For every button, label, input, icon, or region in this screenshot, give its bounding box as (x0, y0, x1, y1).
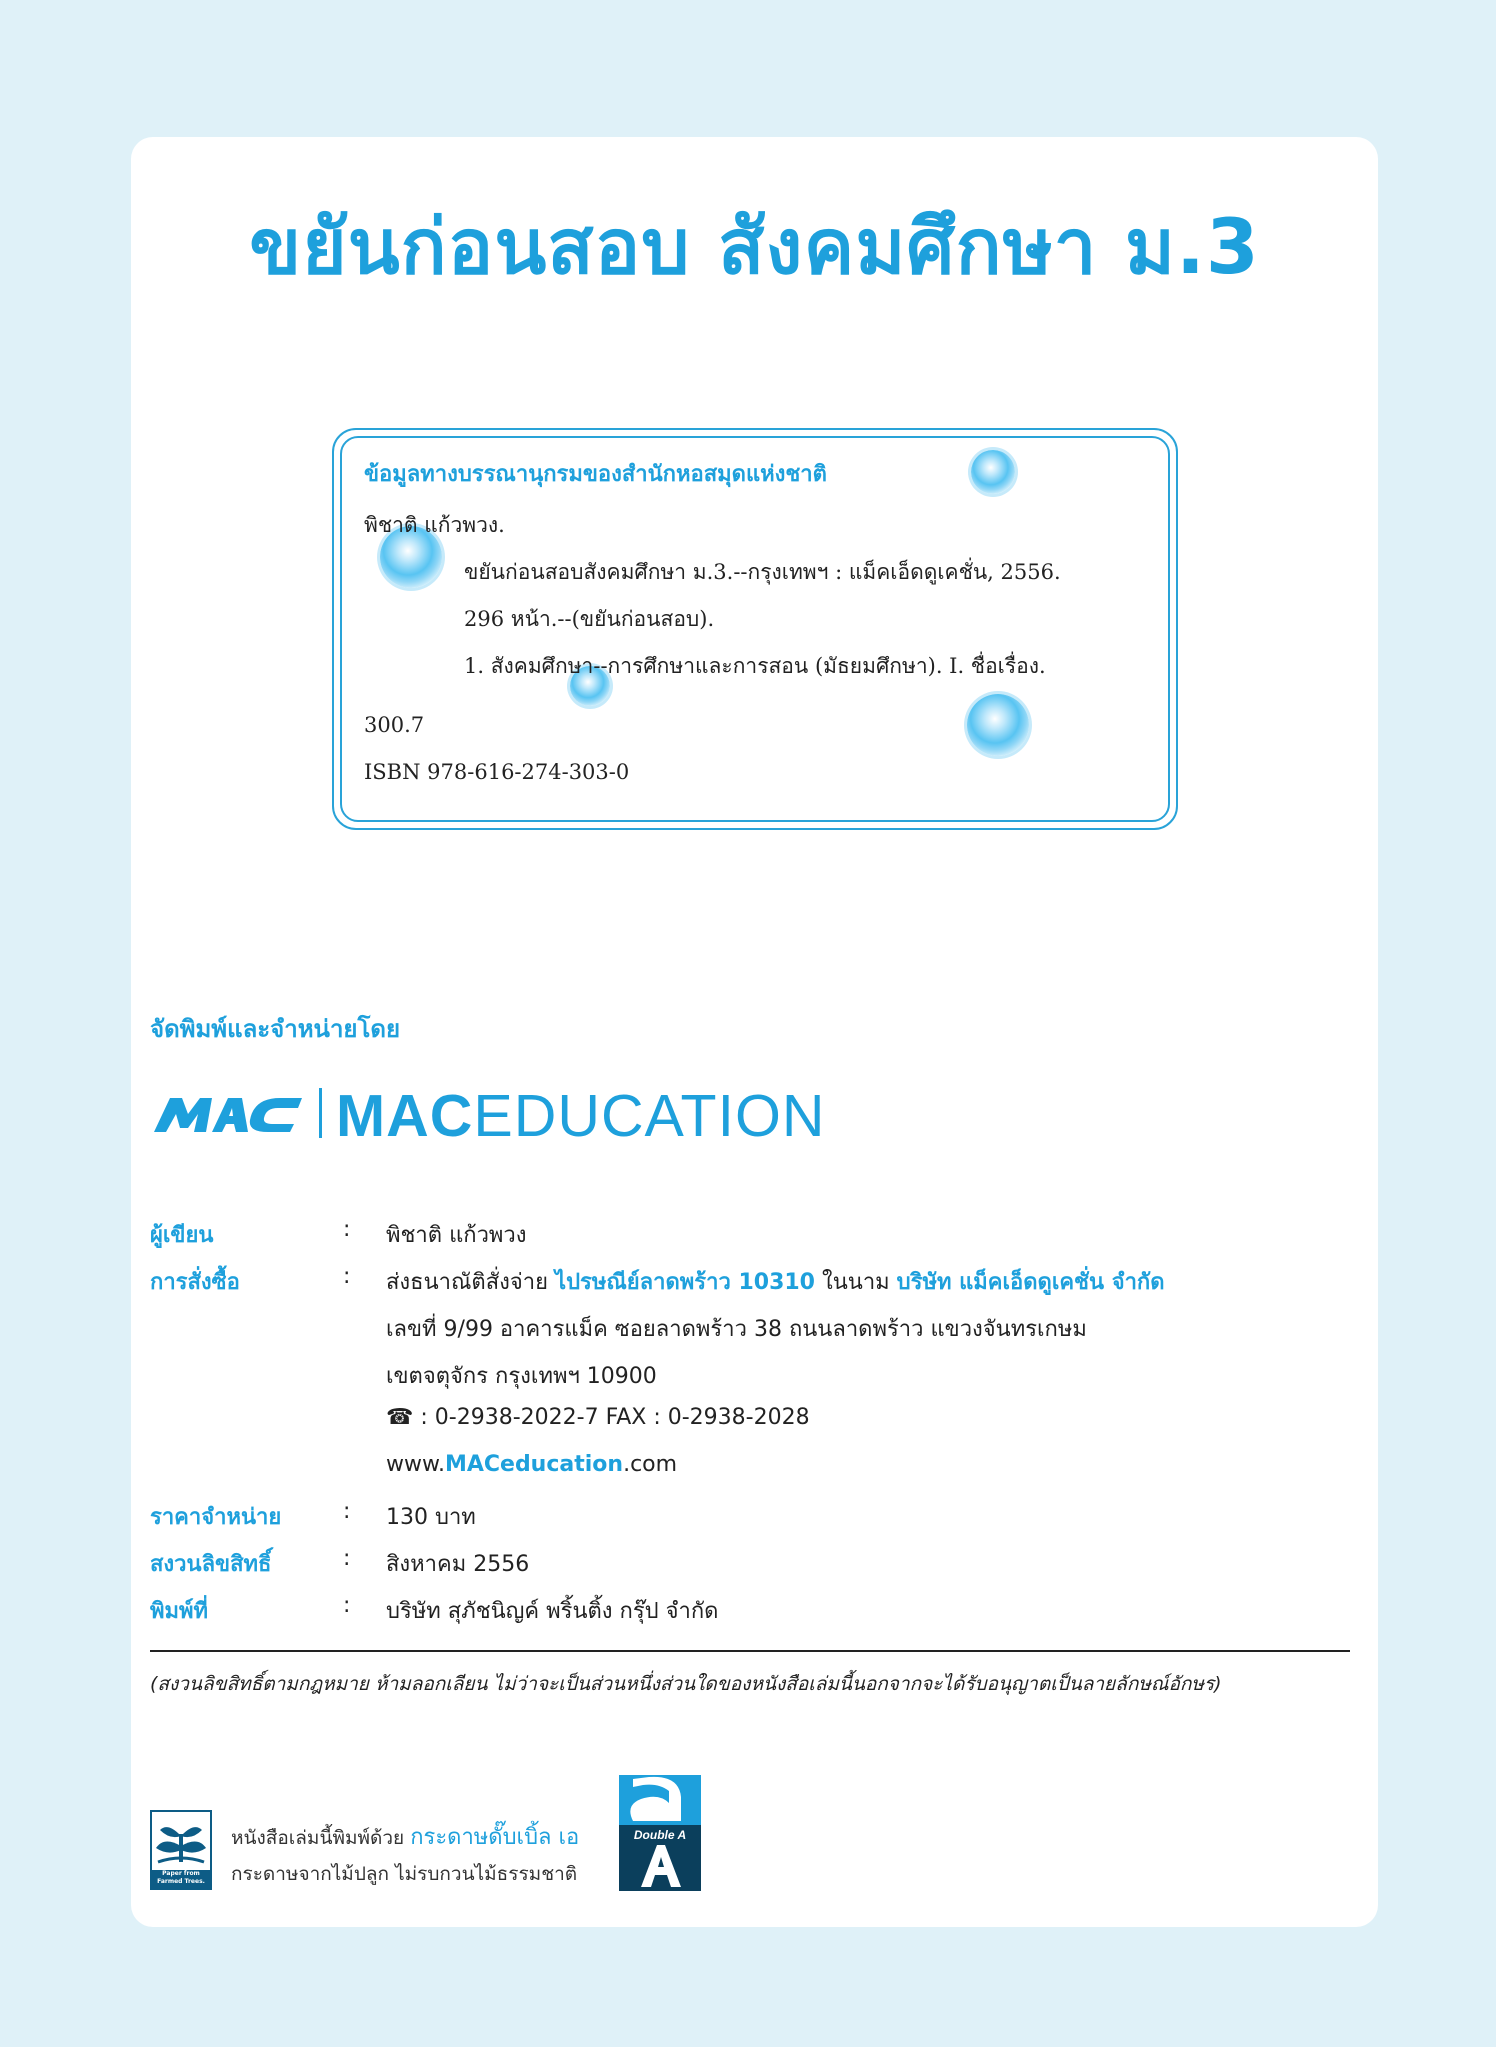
copyright-label: สงวนลิขสิทธิ์ (150, 1552, 272, 1577)
logo-brand-bold: MAC (336, 1083, 474, 1149)
double-a-label: Double A (633, 1828, 687, 1842)
paper-info (231, 1820, 579, 1892)
order-label: การสั่งซื้อ (150, 1270, 240, 1295)
address-line-1: เลขที่ 9/99 อาคารแม็ค ซอยลาดพร้าว 38 ถนนลาดพร้าว แขวงจันทรเกษม (386, 1317, 1087, 1342)
cip-title-line: ขยันก่อนสอบสังคมศึกษา ม.3.--กรุงเทพฯ : แม็คเอ็ดดูเคชั่น, 2556. (464, 560, 1061, 584)
order-value (386, 1264, 1165, 1299)
page-card (131, 137, 1378, 1927)
author-label: ผู้เขียน (150, 1223, 214, 1248)
web-brand: MACeducation (444, 1452, 624, 1477)
price-value: 130 บาท (386, 1505, 476, 1530)
order-mid: ในนาม (815, 1270, 897, 1295)
web-prefix: www. (386, 1452, 445, 1477)
web-suffix: .com (623, 1452, 678, 1477)
copyright-notice: (สงวนลิขสิทธิ์ตามกฎหมาย ห้ามลอกเลียน ไม่ว่าจะเป็นส่วนหนึ่งส่วนใดของหนังสือเล่มนี้นอกจากจะได้รับอนุญาตเป็นลายลักษณ์อักษร) (150, 1673, 1222, 1695)
printer-value: บริษัท สุภัชนิญค์ พริ้นติ้ง กรุ๊ป จำกัด (386, 1599, 719, 1624)
paper-line-2: กระดาษจากไม้ปลูก ไม่รบกวนไม้ธรรมชาติ (231, 1863, 578, 1885)
website-link[interactable] (386, 1452, 677, 1477)
colon: : (343, 1499, 351, 1524)
mac-logo-icon (150, 1092, 310, 1134)
colon: : (343, 1264, 351, 1289)
printer-label: พิมพ์ที่ (150, 1599, 209, 1624)
cip-isbn: ISBN 978-616-274-303-0 (364, 760, 630, 784)
author-value: พิชาติ แก้วพวง (386, 1223, 527, 1248)
paper-line-1 (231, 1820, 579, 1856)
logo-wordmark (336, 1082, 825, 1150)
cip-record (364, 456, 1154, 796)
cip-heading: ข้อมูลทางบรรณานุกรมของสำนักหอสมุดแห่งชาติ (364, 461, 827, 487)
pfft-logo (150, 1810, 212, 1890)
book-title: ขยันก่อนสอบ สังคมศึกษา ม.3 (249, 202, 1260, 291)
order-company: บริษัท แม็คเอ็ดดูเคชั่น จำกัด (896, 1270, 1165, 1295)
phone-fax: : 0-2938-2022-7 FAX : 0-2938-2028 (413, 1405, 810, 1430)
order-post-office: ไปรษณีย์ลาดพร้าว 10310 (555, 1270, 815, 1295)
copyright-value: สิงหาคม 2556 (386, 1552, 530, 1577)
logo-brand-light: EDUCATION (473, 1083, 826, 1149)
paper-prefix: หนังสือเล่มนี้พิมพ์ด้วย (231, 1827, 411, 1849)
colon: : (343, 1217, 351, 1242)
phone-icon: ☎ (386, 1405, 414, 1430)
divider-line (150, 1650, 1350, 1652)
cip-subject-line: 1. สังคมศึกษา--การศึกษาและการสอน (มัธยมศึกษา). I. ชื่อเรื่อง. (464, 654, 1046, 678)
phone-value (386, 1405, 810, 1430)
cip-author: พิชาติ แก้วพวง. (364, 513, 505, 537)
colon: : (343, 1593, 351, 1618)
price-label: ราคาจำหน่าย (150, 1505, 282, 1530)
pfft-label: Paper from Farmed Trees. (152, 1870, 210, 1888)
order-prefix: ส่งธนาณัติสั่งจ่าย (386, 1270, 555, 1295)
cip-classification: 300.7 (364, 713, 425, 737)
paper-brand: กระดาษดั๊บเบิ้ล เอ (410, 1825, 580, 1850)
logo-divider (319, 1088, 322, 1138)
publisher-label: จัดพิมพ์และจำหน่ายโดย (150, 1015, 401, 1043)
plant-icon (152, 1814, 210, 1870)
address-line-2: เขตจตุจักร กรุงเทพฯ 10900 (386, 1364, 657, 1389)
cip-box (332, 428, 1178, 830)
colon: : (343, 1546, 351, 1571)
cip-pages-line: 296 หน้า.--(ขยันก่อนสอบ). (464, 607, 715, 631)
double-a-logo (619, 1775, 701, 1891)
